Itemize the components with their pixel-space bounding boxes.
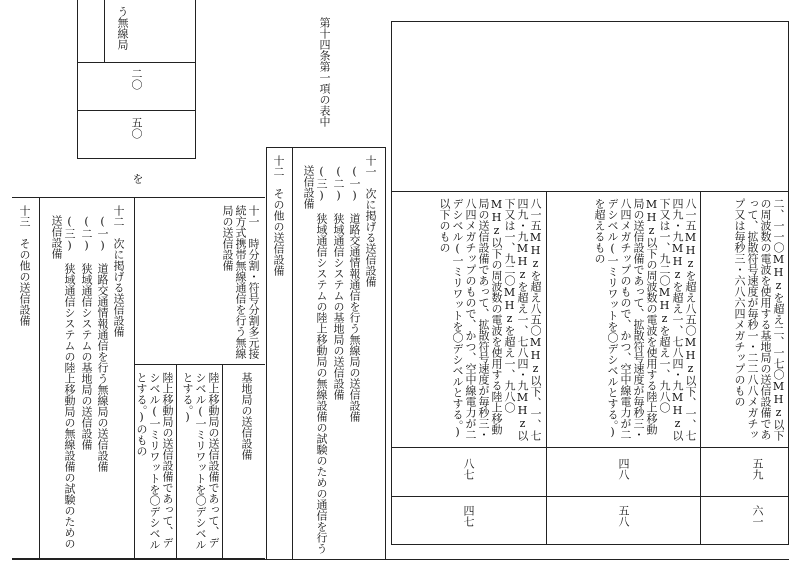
partial-text: う無線局	[116, 6, 129, 50]
rt-col3-text: 二、一一〇MHzを超え二、一七〇MHz以下の周波数の電波を使用する基地局の送信設備であって、拡散符号速度が毎秒一・二二八八メガチップ又は毎秒三・六八六四メガチップのもの	[733, 198, 785, 441]
land-mobile-row-2: 陸上移動局の送信設備であって、デシベル(一ミリワットを〇デシベルとする。)のもの	[135, 372, 174, 550]
col-divider	[700, 191, 701, 545]
divider	[77, 110, 196, 111]
bracket-line	[266, 147, 386, 148]
col-divider	[292, 147, 293, 559]
col-divider	[546, 191, 547, 545]
row-divider	[391, 447, 789, 448]
col-divider	[39, 197, 40, 559]
item-11: 十一 時分割・符号分割多元接続方式携帯無線通信を行う無線局の送信設備	[221, 205, 260, 359]
item-12-heading: 十二 次に掲げる送信設備	[112, 205, 125, 337]
rt-col1-text: 八一五MHzを超え八五〇MHz以下、一、七四九・九MHzを超え一、七八四・九MHz以下又は一、九二〇MHzを超え一、九八〇MHz以下の周波数の電波を使用する陸上移動局の送信設備であって、拡散符号速度が毎秒三・八四メガチップのもので、かつ、空中線電力が二デシベル(一ミリワットを〇デシベルとする。)以下のもの	[438, 198, 542, 441]
rt-col2-value1: 四八	[617, 458, 630, 480]
value-a: 二〇	[130, 68, 143, 90]
divider	[77, 62, 196, 63]
item-12-1: (一) 道路交通情報通信を行う無線局の送信設備	[96, 215, 109, 472]
mid-item-11-2: (二) 狭域通信システムの基地局の送信設備	[332, 165, 345, 400]
item-12-3: (三) 狭域通信システムの陸上移動局の無線設備の試験のための送信設備	[50, 215, 76, 549]
bracket-line	[385, 147, 386, 559]
row-divider	[134, 364, 265, 365]
mid-item-12: 十二 その他の送信設備	[272, 155, 285, 276]
rt-col3-value2: 六一	[751, 505, 764, 527]
rt-col2-value2: 五八	[617, 505, 630, 527]
row-divider	[391, 191, 789, 192]
wo-particle: を	[131, 173, 144, 184]
bracket-top	[12, 197, 265, 198]
col-divider	[176, 364, 177, 559]
rt-col3-value1: 五九	[751, 458, 764, 480]
bottom-rule	[12, 559, 789, 560]
bracket-line	[266, 147, 267, 559]
item-12-2: (二) 狭域通信システムの基地局の送信設備	[80, 215, 93, 450]
rt-col1-value2: 四七	[462, 505, 475, 527]
item-13: 十三 その他の送信設備	[18, 205, 31, 326]
value-b: 五〇	[130, 117, 143, 139]
col-divider	[222, 364, 223, 559]
divider	[104, 0, 105, 62]
row-divider	[391, 496, 789, 497]
rt-col1-value1: 八七	[462, 458, 475, 480]
land-mobile-row-1: 陸上移動局の送信設備であって、デシベル(一ミリワットを〇デシベルとする。)	[181, 372, 220, 550]
mid-item-11-heading: 十一 次に掲げる送信設備	[364, 155, 377, 287]
base-station-row: 基地局の送信設備	[240, 372, 253, 460]
rt-col2-text: 八一五MHzを超え八五〇MHz以下、一、七四九・九MHzを超え一、七八四・九MHz以下又は一、九二〇MHzを超え一、九八〇MHz以下の周波数の電波を使用する陸上移動局の送信設備であって、拡散符号速度が毎秒三・八四メガチップのもので、かつ、空中線電力が二デシベル(一ミリワットを〇デシベルとする。)を超えるもの	[593, 198, 697, 441]
article-reference: 第十四条第一項の表中	[318, 17, 331, 127]
mid-item-11-1: (一) 道路交通情報通信を行う無線局の送信設備	[348, 165, 361, 422]
mid-item-11-3: (三) 狭域通信システムの陸上移動局の無線設備の試験のための通信を行う送信設備	[302, 165, 328, 554]
